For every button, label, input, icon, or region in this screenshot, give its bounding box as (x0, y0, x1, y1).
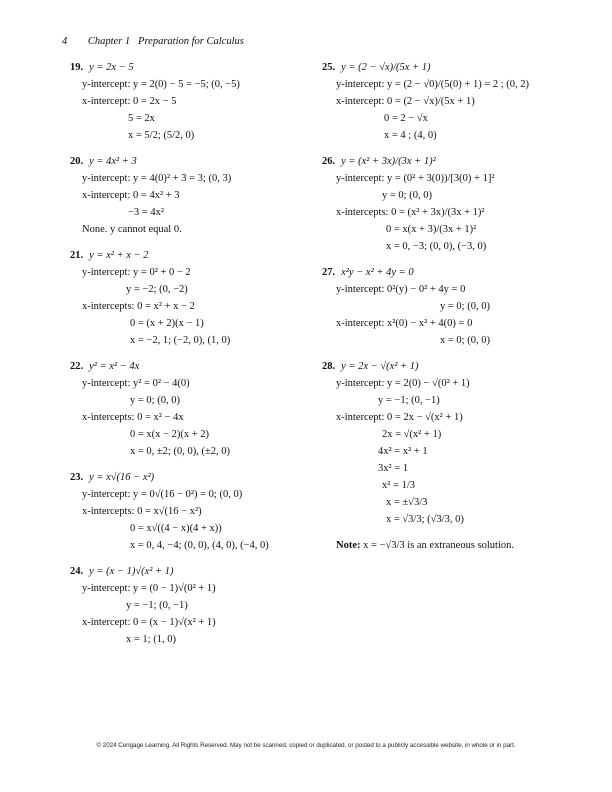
solution-line: x-intercepts: 0 = x√(16 − x²) (82, 506, 202, 517)
problem-26 (322, 156, 592, 253)
problem-number: 25. (322, 62, 336, 73)
problem-21 (70, 250, 310, 347)
solution-line: x = 0, ±2; (0, 0), (±2, 0) (130, 446, 230, 457)
chapter-label: Chapter 1 (87, 36, 131, 47)
solution-line: y-intercept: 0²(y) − 0² + 4y = 0 (336, 284, 466, 295)
problem-equation: y = (x − 1)√(x² + 1) (89, 566, 174, 577)
problem-equation: y² = x² − 4x (89, 361, 140, 372)
solution-line: x-intercepts: 0 = x² + x − 2 (82, 301, 195, 312)
problem-number: 23. (70, 472, 84, 483)
problem-header (70, 250, 310, 262)
problem-equation: y = (x² + 3x)/(3x + 1)² (341, 156, 436, 167)
solution-line: x-intercept: 0 = 2x − 5 (82, 96, 177, 107)
problem-28 (322, 361, 592, 526)
solution-line: x-intercept: 0 = 4x² + 3 (82, 190, 180, 201)
solution-line: 0 = 2 − √x (384, 113, 428, 124)
solution-line: x = 4 ; (4, 0) (384, 130, 437, 141)
solution-line: 0 = x(x + 3)/(3x + 1)² (386, 224, 477, 235)
solution-line: 5 = 2x (128, 113, 155, 124)
solution-line: y = −1; (0, −1) (126, 600, 188, 611)
solution-line: x = 0, −3; (0, 0), (−3, 0) (386, 241, 487, 252)
solution-line: 0 = x(x − 2)(x + 2) (130, 429, 210, 440)
solution-line: x = −2, 1; (−2, 0), (1, 0) (130, 335, 231, 346)
problem-equation: y = x√(16 − x²) (89, 472, 155, 483)
chapter-title: Preparation for Calculus (138, 36, 244, 47)
problem-23 (70, 472, 310, 552)
problem-header (322, 62, 592, 74)
problem-equation: y = x² + x − 2 (89, 250, 149, 261)
problem-equation: y = 2x − √(x² + 1) (341, 361, 419, 372)
problem-19 (70, 62, 310, 142)
solution-line: x-intercepts: 0 = x² − 4x (82, 412, 184, 423)
note-text: x = −√3/3 is an extraneous solution. (360, 540, 515, 551)
solution-line: y = −2; (0, −2) (126, 284, 188, 295)
solution-line: y-intercept: y = 4(0)² + 3 = 3; (0, 3) (82, 173, 232, 184)
solution-line: x-intercept: x²(0) − x² + 4(0) = 0 (336, 318, 473, 329)
solution-line: x² = 1/3 (382, 480, 415, 491)
solution-line: y-intercept: y = 2(0) − √(0² + 1) (336, 378, 470, 389)
solution-line: x-intercept: 0 = (2 − √x)/(5x + 1) (336, 96, 475, 107)
solution-line: x-intercept: 0 = 2x − √(x² + 1) (336, 412, 463, 423)
problem-number: 24. (70, 566, 84, 577)
solution-line: y = 0; (0, 0) (440, 301, 490, 312)
problem-header (70, 361, 310, 373)
problem-number: 22. (70, 361, 84, 372)
problem-header (322, 156, 592, 168)
solution-line: 0 = x√((4 − x)(4 + x)) (130, 523, 222, 534)
solution-line: x-intercepts: 0 = (x² + 3x)/(3x + 1)² (336, 207, 485, 218)
problem-number: 21. (70, 250, 84, 261)
page-header (62, 36, 244, 47)
solution-line: y-intercept: y = 0² + 0 − 2 (82, 267, 191, 278)
problem-22 (70, 361, 310, 458)
problem-25 (322, 62, 592, 142)
problem-header (70, 62, 310, 74)
problem-24 (70, 566, 310, 646)
solution-line: None. y cannot equal 0. (82, 224, 182, 235)
problem-header (70, 566, 310, 578)
solution-line: 3x² = 1 (378, 463, 409, 474)
problem-27 (322, 267, 592, 347)
solution-line: y = 0; (0, 0) (382, 190, 432, 201)
solution-line: x = 0; (0, 0) (440, 335, 490, 346)
problem-equation: y = (2 − √x)/(5x + 1) (341, 62, 431, 73)
solution-line: 2x = √(x² + 1) (382, 429, 442, 440)
problem-number: 19. (70, 62, 84, 73)
problem-header (70, 156, 310, 168)
solution-line: x = 0, 4, −4; (0, 0), (4, 0), (−4, 0) (130, 540, 269, 551)
right-column (322, 62, 592, 557)
problem-equation: x²y − x² + 4y = 0 (341, 267, 414, 278)
problem-number: 26. (322, 156, 336, 167)
solution-line: 0 = (x + 2)(x − 1) (130, 318, 204, 329)
problem-number: 27. (322, 267, 336, 278)
solution-line: x-intercept: 0 = (x − 1)√(x² + 1) (82, 617, 216, 628)
problem-header (70, 472, 310, 484)
solution-line: y-intercept: y = (0² + 3(0))/[3(0) + 1]² (336, 173, 495, 184)
note-label: Note: (336, 540, 361, 551)
solution-line: y = −1; (0, −1) (378, 395, 440, 406)
problem-number: 28. (322, 361, 336, 372)
solution-line: x = 5/2; (5/2, 0) (128, 130, 195, 141)
solution-line: x = 1; (1, 0) (126, 634, 176, 645)
problem-header (322, 267, 592, 279)
solution-line: −3 = 4x² (128, 207, 164, 218)
copyright-footer: © 2024 Cengage Learning. All Rights Reserved. May not be scanned, copied or duplicated, or posted to a publicly accessible website, in whole or in part. (96, 742, 516, 749)
problem-equation: y = 2x − 5 (89, 62, 134, 73)
problem-number: 20. (70, 156, 84, 167)
solution-line: y-intercept: y = 0√(16 − 0²) = 0; (0, 0) (82, 489, 243, 500)
problem-header (322, 361, 592, 373)
solution-line: x = √3/3; (√3/3, 0) (386, 514, 464, 525)
problem-equation: y = 4x² + 3 (89, 156, 137, 167)
solution-line: 4x² = x² + 1 (378, 446, 428, 457)
solution-line: y-intercept: y = 2(0) − 5 = −5; (0, −5) (82, 79, 240, 90)
solution-line: y = 0; (0, 0) (130, 395, 180, 406)
solution-line: y-intercept: y² = 0² − 4(0) (82, 378, 190, 389)
solution-line: y-intercept: y = (0 − 1)√(0² + 1) (82, 583, 216, 594)
page-number: 4 (62, 36, 68, 47)
left-column (70, 62, 310, 660)
solution-line: y-intercept: y = (2 − √0)/(5(0) + 1) = 2 ; (0, 2) (336, 79, 530, 90)
problem-20 (70, 156, 310, 236)
note (322, 540, 592, 552)
solution-line: x = ±√3/3 (386, 497, 428, 508)
